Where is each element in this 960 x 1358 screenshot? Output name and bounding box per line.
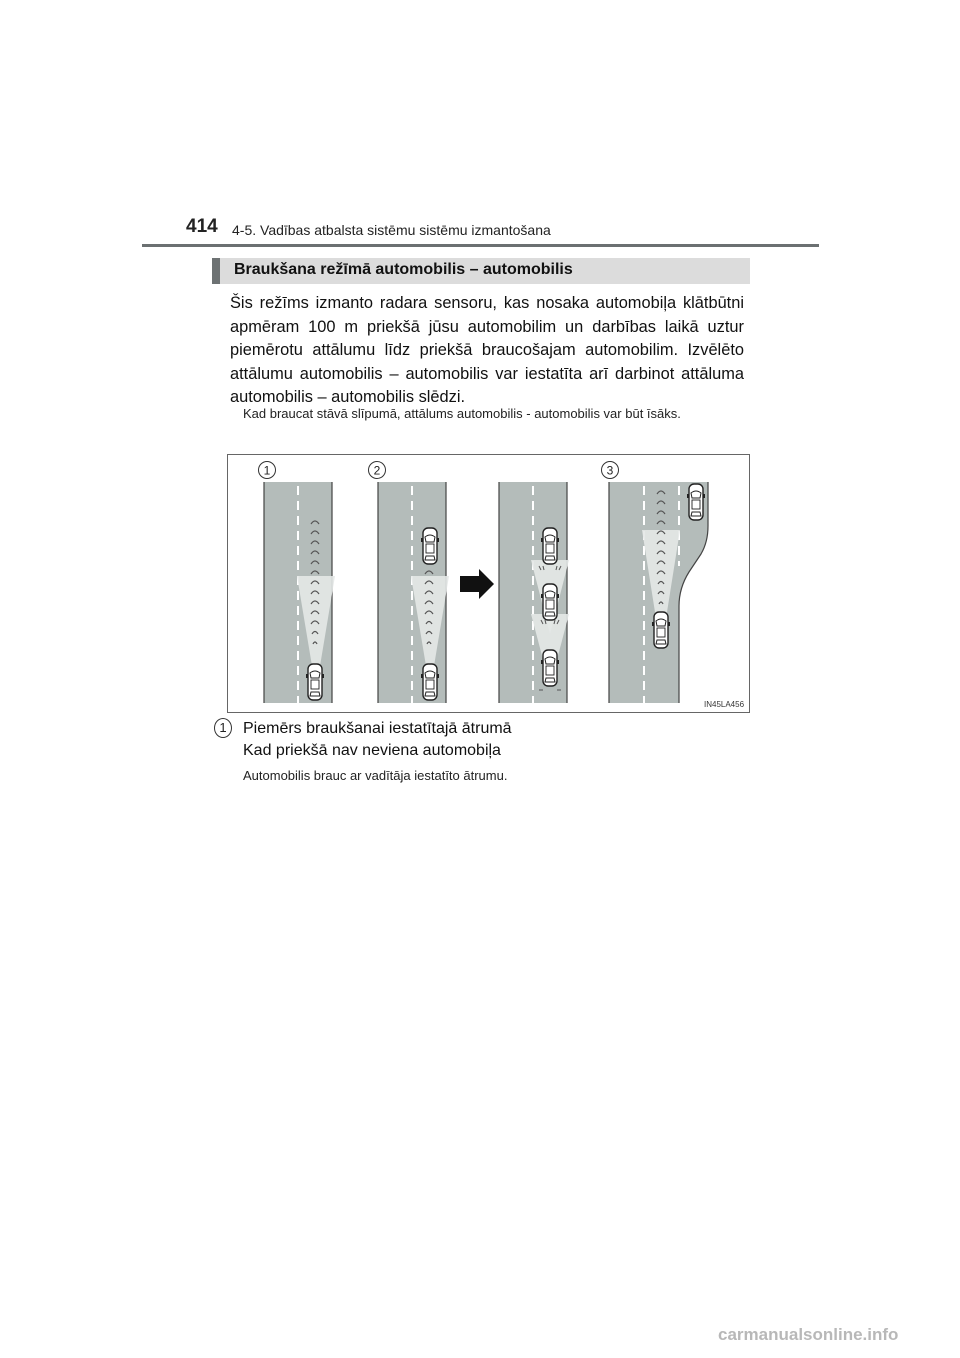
callout-3-label: 3	[606, 463, 614, 478]
radar-cruise-figure	[227, 454, 750, 713]
figure-illustration	[227, 454, 750, 713]
callout-1-label: 1	[263, 463, 271, 478]
road-panel-2	[378, 482, 449, 703]
section-heading-bar	[212, 258, 750, 284]
section-title: Braukšana režīmā automobilis – automobilis	[234, 261, 573, 278]
item-1-number: 1	[214, 718, 232, 738]
item-1-title: Piemērs braukšanai iestatītajā ātrumā	[243, 720, 512, 737]
road-panel-1	[264, 482, 335, 703]
figure-code: IN45LA456	[704, 700, 745, 709]
section-path: 4-5. Vadības atbalsta sistēmu sistēmu izmantošana	[232, 222, 551, 238]
item-1-note: Automobilis brauc ar vadītāja iestatīto ātrumu.	[243, 768, 508, 783]
header-rule	[142, 244, 819, 247]
figure-callout-2	[369, 462, 386, 479]
section-body-text: Šis režīms izmanto radara sensoru, kas nosaka automobiļa klātbūtni apmēram 100 m priekšā jūsu automobilim un darbības laikā uztur piemērotu attālumu līdz priekšā braucošajam automobilim. Izvēlēto attālumu automobilis – automobilis var iestatīta arī darbinot attāluma automobilis – automobilis slēdzi.	[230, 294, 744, 407]
road-panel-3	[499, 482, 569, 703]
item-1-subtitle: Kad priekšā nav neviena automobiļa	[243, 742, 501, 759]
section-note: Kad braucat stāvā slīpumā, attālums automobilis - automobilis var būt īsāks.	[243, 406, 681, 421]
figure-callout-3	[602, 462, 619, 479]
figure-callout-1	[259, 462, 276, 479]
callout-2-label: 2	[373, 463, 381, 478]
page-number: 414	[186, 216, 218, 237]
watermark: carmanualsonline.info	[718, 1325, 899, 1344]
